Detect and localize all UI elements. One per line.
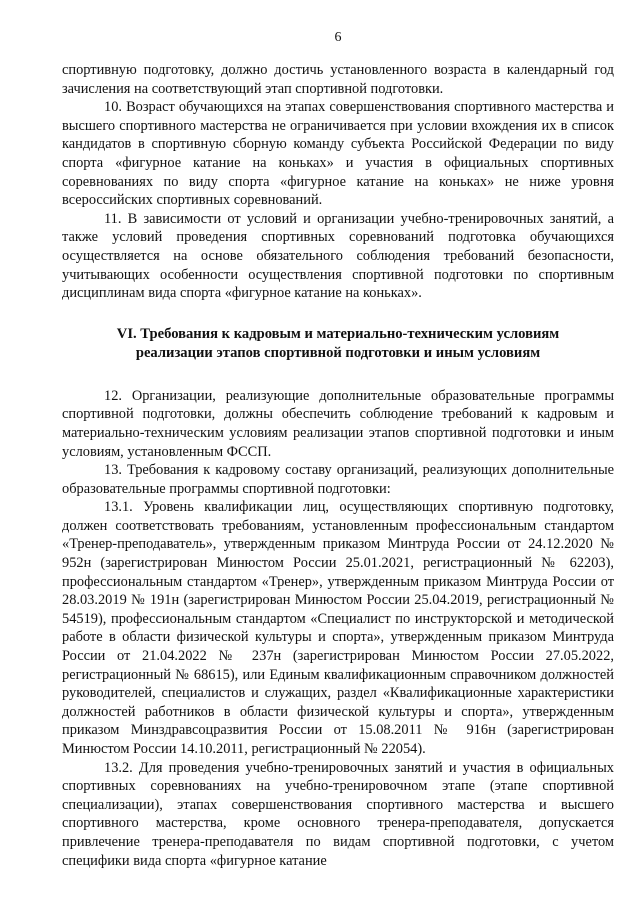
document-page	[62, 30, 614, 870]
paragraph-11: 11. В зависимости от условий и организации учебно-тренировочных занятий, а также условий проведения спортивных соревнований подготовка обучающихся осуществляется на основе обязательного соблюдения требований безопасности, учитывающих особенности осуществления спортивной подготовки по спортивным дисциплинам вида спорта «фигурное катание на коньках».	[62, 210, 614, 302]
paragraph-10: 10. Возраст обучающихся на этапах совершенствования спортивного мастерства и высшего спортивного мастерства не ограничивается при условии вхождения их в список кандидатов в спортивную сборную команду субъекта Российской Федерации по виду спорта «фигурное катание на коньках» и участия в официальных спортивных соревнованиях по виду спорта «фигурное катание на коньках» не ниже уровня всероссийских спортивных соревнований.	[62, 99, 614, 209]
paragraph-13-2: 13.2. Для проведения учебно-тренировочных занятий и участия в официальных спортивных соревнованиях на учебно-тренировочном этапе (этапе спортивной специализации), этапах совершенствования спортивного мастерства и высшего спортивного мастерства, кроме основного тренера-преподавателя, допускается привлечение тренера-преподавателя по видам спортивной подготовки, с учетом специфики вида спорта «фигурное катание	[62, 759, 614, 869]
section-heading-line-1: VI. Требования к кадровым и материально-техническим условиям	[116, 325, 560, 342]
section-heading-line-2: реализации этапов спортивной подготовки и иным условиям	[135, 344, 541, 361]
paragraph-13-1: 13.1. Уровень квалификации лиц, осуществляющих спортивную подготовку, должен соответствовать требованиям, установленным профессиональным стандартом «Тренер-преподаватель», утвержденным приказом Минтруда России от 24.12.2020 № 952н (зарегистрирован Минюстом России 25.01.2021, регистрационный № 62203), профессиональным стандартом «Тренер», утвержденным приказом Минтруда России от 28.03.2019 № 191н (зарегистрирован Минюстом России 25.04.2019, регистрационный № 54519), профессиональным стандартом «Специалист по инструкторской и методической работе в области физической культуры и спорта», утвержденным приказом Минтруда России от 21.04.2022 № 237н (зарегистрирован Минюстом России 27.05.2022, регистрационный № 68615), или Единым квалификационным справочником должностей руководителей, специалистов и служащих, раздел «Квалификационные характеристики должностей работников в области физической культуры и спорта», утвержденным приказом Минздравсоцразвития России от 15.08.2011 № 916н (зарегистрирован Минюстом России 14.10.2011, регистрационный № 22054).	[62, 499, 614, 757]
paragraph-13: 13. Требования к кадровому составу организаций, реализующих дополнительные образовательные программы спортивной подготовки:	[62, 462, 614, 497]
paragraph-12: 12. Организации, реализующие дополнительные образовательные программы спортивной подготовки, должны обеспечить соблюдение требований к кадровым и материально-техническим условиям реализации этапов спортивной подготовки и иным условиям, установленным ФССП.	[62, 387, 614, 460]
paragraph-continuation: спортивную подготовку, должно достичь установленного возраста в календарный год зачисления на соответствующий этап спортивной подготовки.	[62, 62, 614, 97]
section-heading	[62, 325, 614, 363]
page-number: 6	[334, 30, 342, 45]
